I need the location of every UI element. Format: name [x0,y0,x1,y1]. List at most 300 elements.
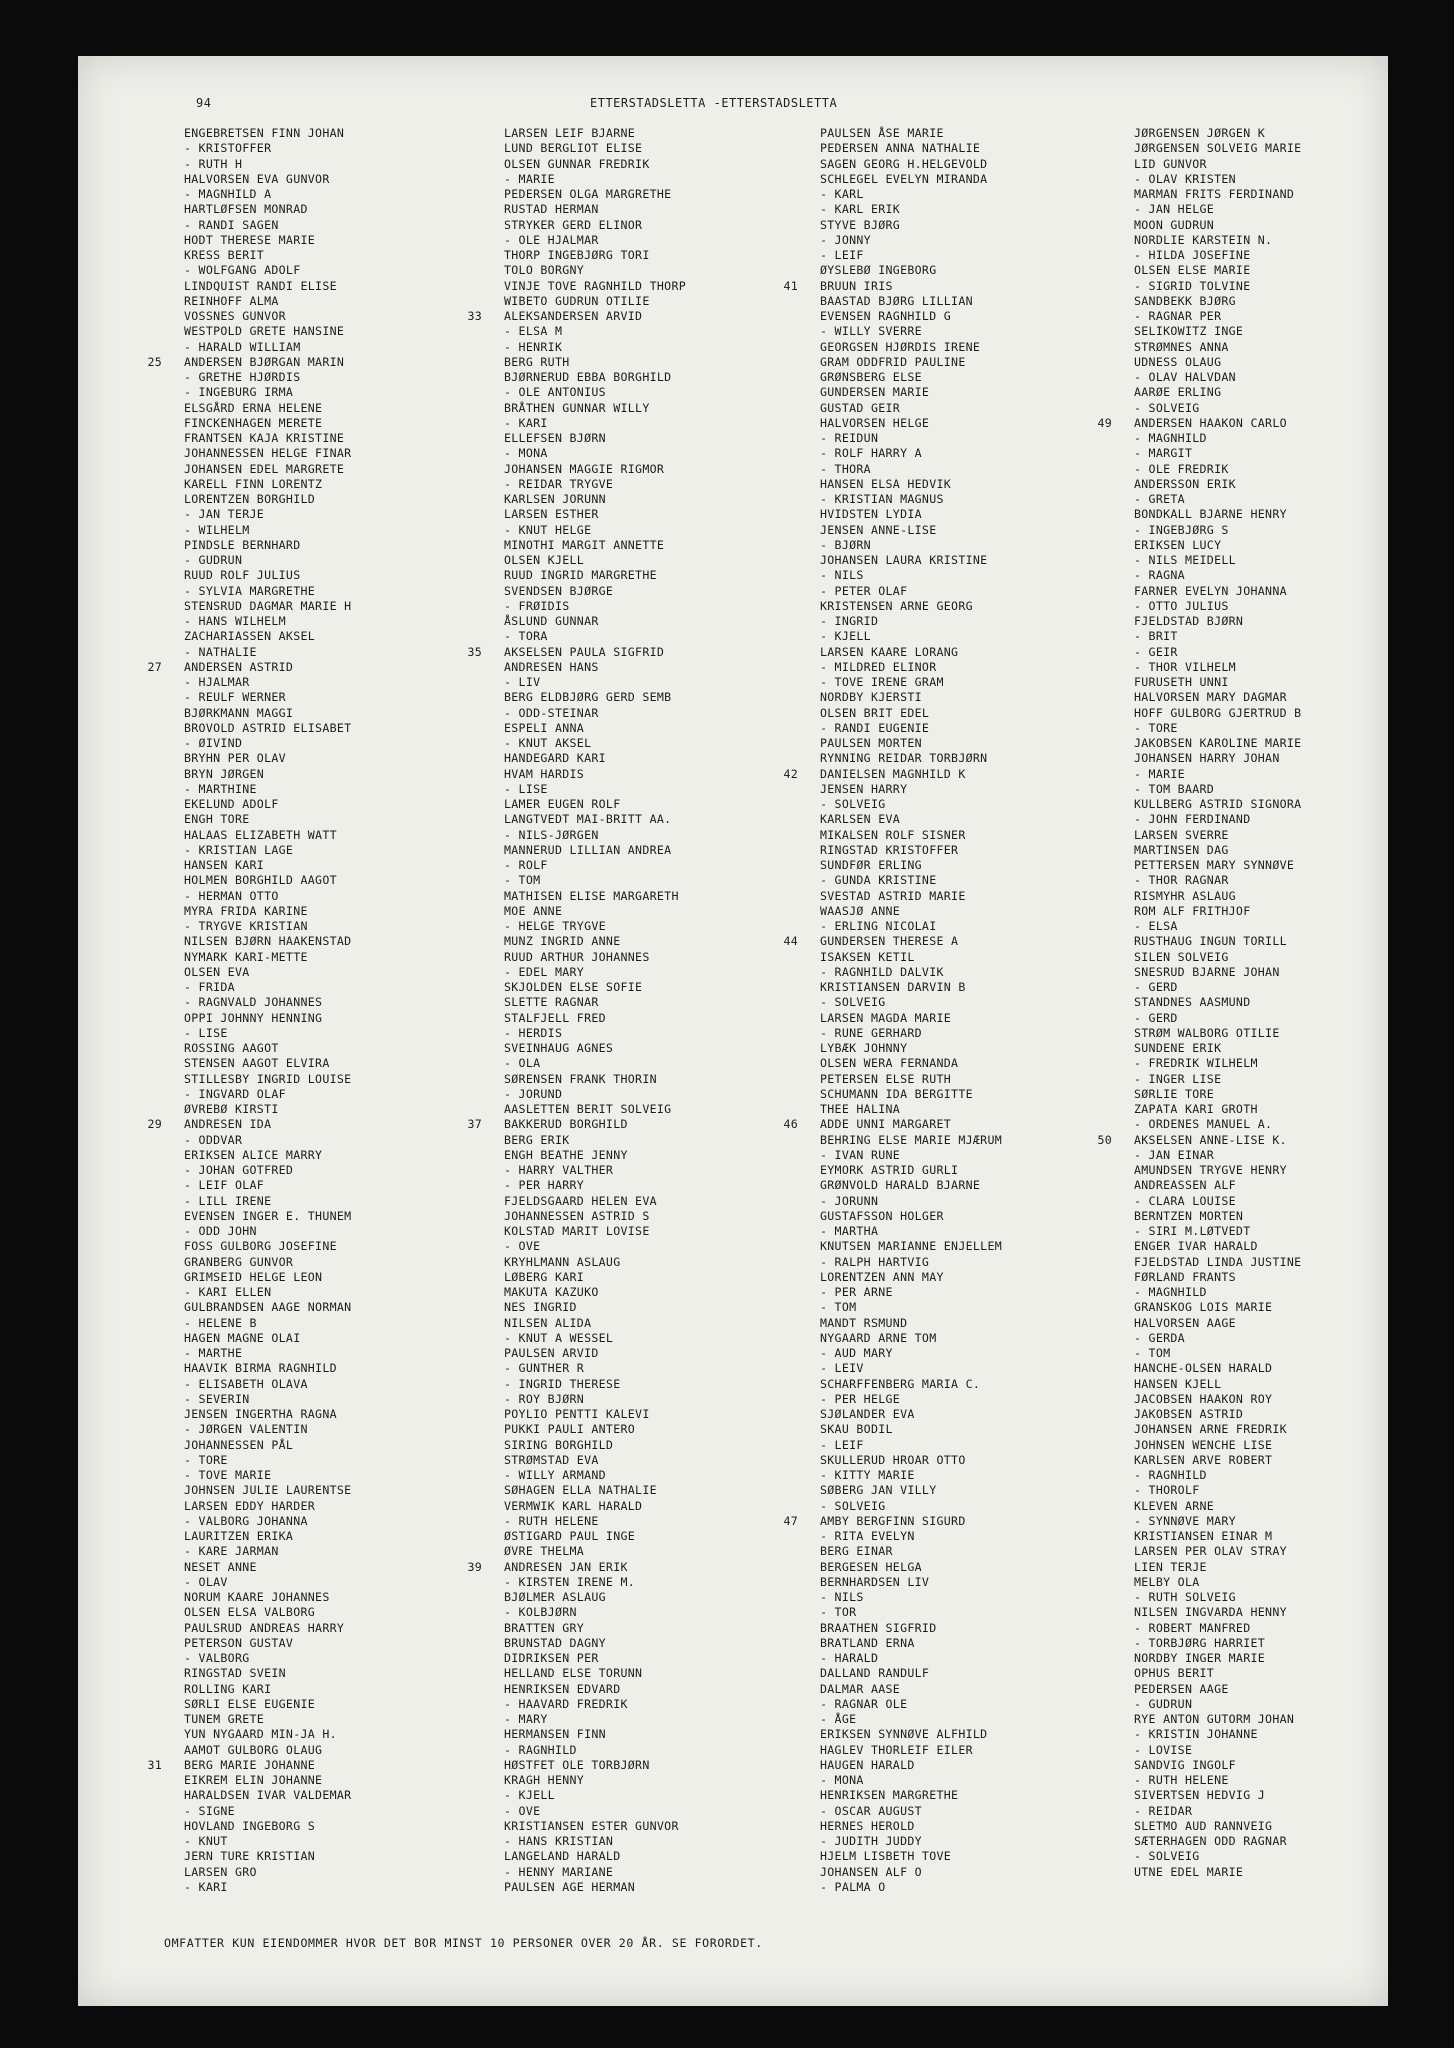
resident-entry [1072,1804,1301,1819]
resident-entry [442,355,686,370]
resident-name: HVAM HARDIS [504,766,585,781]
resident-name: - TORBJØRG HARRIET [1134,1635,1266,1650]
resident-name: - JONNY [820,232,871,247]
resident-name: AMUNDSEN TRYGVE HENRY [1134,1163,1287,1177]
resident-name: ANDERSSON ERIK [1134,476,1236,491]
resident-entry [758,1072,1002,1087]
resident-entry [442,645,686,660]
resident-entry [122,1483,351,1498]
resident-entry [758,1834,1002,1849]
resident-entry [758,248,1002,263]
resident-name: - MARY [504,1712,548,1726]
resident-name: KRESS BERIT [184,248,265,262]
resident-entry [442,1682,686,1697]
resident-entry [1072,1682,1301,1697]
resident-name: LARSEN PER OLAV STRAY [1134,1544,1287,1559]
resident-name: - OSCAR AUGUST [820,1803,922,1818]
resident-entry [442,1148,686,1163]
resident-entry [1072,1270,1301,1285]
resident-entry [758,1819,1002,1834]
resident-entry [442,1300,686,1315]
resident-name: - INGRID THERESE [504,1376,621,1391]
resident-entry [442,843,686,858]
resident-name: NYMARK KARI-METTE [184,949,308,964]
resident-name: SUNDENE ERIK [1134,1041,1222,1055]
resident-name: - KRISTIAN MAGNUS [820,492,944,506]
resident-entry [122,1041,351,1056]
resident-entry [442,446,686,461]
resident-entry [1072,675,1301,690]
resident-name: STRØMNES ANNA [1134,339,1229,354]
resident-name: MINOTHI MARGIT ANNETTE [504,537,665,552]
resident-name: - LEIF OLAF [184,1178,265,1193]
resident-name: - SOLVEIG [1134,400,1200,415]
resident-name: JENSEN HARRY [820,781,908,796]
resident-name: TOLO BORGNY [504,263,585,278]
resident-entry [122,233,351,248]
page-header [78,96,1388,116]
resident-entry [122,1697,351,1712]
resident-name: - TRYGVE KRISTIAN [184,919,308,933]
resident-entry [442,721,686,736]
resident-name: MOON GUDRUN [1134,217,1215,232]
resident-name: LAURITZEN ERIKA [184,1529,294,1543]
resident-name: ANDERSEN BJØRGAN MARIN [184,354,345,369]
house-number: 42 [783,766,798,781]
resident-name: - WOLFGANG ADOLF [184,263,301,278]
resident-entry [442,1102,686,1117]
resident-entry [1072,1865,1301,1880]
resident-entry [442,965,686,980]
resident-name: - KJELL [820,629,871,644]
resident-entry [442,1438,686,1453]
resident-entry [122,1133,351,1148]
resident-entry [758,1026,1002,1041]
resident-name: ZACHARIASSEN AKSEL [184,629,316,644]
resident-entry [758,1560,1002,1575]
resident-entry [758,1727,1002,1742]
resident-entry [442,523,686,538]
resident-entry [442,1560,686,1575]
resident-entry [758,233,1002,248]
resident-name: KARLSEN EVA [820,812,901,827]
resident-entry [442,385,686,400]
resident-entry [442,1514,686,1529]
resident-entry [122,1758,351,1773]
resident-name: - ROY BJØRN [504,1391,585,1406]
resident-name: LORENTZEN BORGHILD [184,492,316,506]
resident-name: - JORUNN [820,1193,879,1208]
resident-name: ØVRE THELMA [504,1544,585,1559]
resident-entry [1072,690,1301,705]
resident-entry [758,1346,1002,1361]
resident-name: - FRØIDIS [504,598,570,613]
resident-name: - BRIT [1134,629,1178,644]
resident-name: - PER ARNE [820,1285,893,1299]
resident-name: GUNDERSEN THERESE A [820,934,959,949]
resident-entry [1072,248,1301,263]
resident-name: - TOM BAARD [1134,781,1215,796]
resident-name: - MAGNHILD A [184,187,272,201]
resident-entry [758,599,1002,614]
resident-entry [122,904,351,919]
resident-name: UTNE EDEL MARIE [1134,1864,1244,1879]
resident-entry [758,294,1002,309]
resident-entry [442,1575,686,1590]
resident-entry [1072,1621,1301,1636]
resident-name: - JAN TERJE [184,507,265,522]
resident-entry [442,1453,686,1468]
resident-name: - PETER OLAF [820,583,908,598]
resident-entry [122,538,351,553]
resident-entry [758,370,1002,385]
resident-entry [758,904,1002,919]
resident-entry [758,614,1002,629]
resident-entry [442,934,686,949]
resident-entry [122,553,351,568]
resident-entry [758,1133,1002,1148]
resident-name: HARTLØFSEN MONRAD [184,202,308,217]
resident-name: ERIKSEN SYNNØVE ALFHILD [820,1727,988,1742]
resident-entry [122,934,351,949]
resident-name: OLSEN BRIT EDEL [820,705,930,720]
resident-name: STENSEN AAGOT ELVIRA [184,1056,330,1071]
resident-name: JOHNSEN WENCHE LISE [1134,1437,1273,1452]
resident-entry [442,416,686,431]
resident-name: JOHANSEN HARRY JOHAN [1134,751,1280,766]
resident-entry [122,1636,351,1651]
resident-entry [758,736,1002,751]
resident-entry [1072,324,1301,339]
resident-name: - MAGNHILD [1134,1285,1207,1299]
resident-entry [442,538,686,553]
resident-entry [1072,1727,1301,1742]
resident-entry [1072,477,1301,492]
resident-entry [758,1148,1002,1163]
resident-entry [442,553,686,568]
resident-entry [442,202,686,217]
resident-name: KARLSEN JORUNN [504,492,606,506]
resident-name: KRISTIANSEN DARVIN B [820,980,966,994]
resident-name: OLSEN KJELL [504,553,585,567]
resident-entry [758,126,1002,141]
resident-entry [1072,507,1301,522]
resident-entry [442,1697,686,1712]
resident-entry [1072,370,1301,385]
resident-name: HERNES HEROLD [820,1818,915,1833]
resident-name: BERNTZEN MORTEN [1134,1208,1244,1223]
resident-name: LINDQUIST RANDI ELISE [184,278,337,293]
resident-name: BJØRNERUD EBBA BORGHILD [504,370,672,384]
resident-entry [122,462,351,477]
resident-name: - RITA EVELYN [820,1529,915,1543]
resident-entry [442,294,686,309]
resident-entry [758,1544,1002,1559]
resident-name: - INGRID [820,614,879,628]
resident-name: - TORE [184,1452,228,1467]
resident-name: OLSEN ELSA VALBORG [184,1605,316,1620]
resident-entry [442,218,686,233]
resident-name: - THOROLF [1134,1483,1200,1498]
resident-entry [122,1011,351,1026]
resident-name: LARSEN SVERRE [1134,827,1229,842]
resident-name: NILSEN ALIDA [504,1315,592,1330]
resident-entry [758,1636,1002,1651]
resident-name: KLEVEN ARNE [1134,1498,1215,1513]
resident-name: MUNZ INGRID ANNE [504,934,621,949]
resident-name: ROLLING KARI [184,1681,272,1696]
resident-entry [758,309,1002,324]
resident-entry [122,1590,351,1605]
resident-name: LUND BERGLIOT ELISE [504,141,643,156]
resident-name: MIKALSEN ROLF SISNER [820,827,966,842]
resident-name: HOVLAND INGEBORG S [184,1818,316,1833]
resident-entry [442,1758,686,1773]
resident-entry [122,1331,351,1346]
resident-entry [1072,1529,1301,1544]
resident-name: MYRA FRIDA KARINE [184,903,308,918]
resident-name: SANDVIG INGOLF [1134,1757,1236,1772]
resident-name: - KRISTIN JOHANNE [1134,1727,1258,1742]
resident-entry [758,1407,1002,1422]
resident-name: BRUNSTAD DAGNY [504,1635,606,1650]
resident-name: HANCHE-OLSEN HARALD [1134,1361,1273,1376]
resident-entry [758,950,1002,965]
resident-name: EVENSEN INGER E. THUNEM [184,1208,352,1223]
resident-name: SUNDFØR ERLING [820,858,922,872]
resident-entry [122,141,351,156]
resident-name: HVIDSTEN LYDIA [820,507,922,522]
resident-name: KRISTENSEN ARNE GEORG [820,598,973,613]
resident-name: BRYHN PER OLAV [184,751,286,766]
resident-name: UDNESS OLAUG [1134,354,1222,369]
resident-entry [758,1651,1002,1666]
resident-entry [122,889,351,904]
resident-name: JENSEN INGERTHA RAGNA [184,1407,337,1421]
house-number: 41 [783,278,798,293]
resident-entry [442,126,686,141]
resident-name: MANDT RSMUND [820,1315,908,1330]
resident-entry [1072,1819,1301,1834]
resident-name: - INGVARD OLAF [184,1086,286,1101]
resident-entry [122,645,351,660]
resident-entry [758,965,1002,980]
resident-entry [442,1849,686,1864]
resident-name: - GRETHE HJØRDIS [184,370,301,384]
resident-entry [758,1316,1002,1331]
resident-name: - GEIR [1134,644,1178,659]
resident-entry [122,797,351,812]
resident-name: HAGLEV THORLEIF EILER [820,1742,973,1757]
resident-entry [1072,1590,1301,1605]
resident-entry [442,1163,686,1178]
resident-entry [442,858,686,873]
resident-entry [122,980,351,995]
resident-entry [122,1544,351,1559]
house-number: 33 [467,309,482,323]
resident-entry [758,934,1002,949]
resident-name: - MARTHA [820,1224,879,1238]
resident-entry [442,736,686,751]
resident-name: - INGEBJØRG S [1134,522,1229,537]
resident-name: ROM ALF FRITHJOF [1134,903,1251,918]
resident-entry [122,1804,351,1819]
resident-entry [122,675,351,690]
resident-name: BRAATHEN SIGFRID [820,1620,937,1635]
resident-entry [758,1788,1002,1803]
resident-name: ELLEFSEN BJØRN [504,431,606,445]
resident-name: OLSEN GUNNAR FREDRIK [504,156,650,171]
resident-entry [122,1682,351,1697]
resident-name: LORENTZEN ANN MAY [820,1269,944,1284]
resident-entry [758,690,1002,705]
resident-entry [1072,1697,1301,1712]
resident-name: ANDERSEN ASTRID [184,659,294,674]
resident-entry [758,767,1002,782]
resident-name: SLETTE RAGNAR [504,995,599,1010]
resident-entry [758,1422,1002,1437]
resident-name: - CLARA LOUISE [1134,1193,1236,1208]
resident-name: SCHUMANN IDA BERGITTE [820,1086,973,1101]
resident-entry [122,1727,351,1742]
resident-entry [1072,629,1301,644]
house-number: 37 [467,1117,482,1132]
resident-name: - TORA [504,629,548,644]
resident-entry [122,202,351,217]
resident-entry [122,1666,351,1681]
resident-entry [758,553,1002,568]
resident-name: - HJALMAR [184,675,250,689]
resident-name: VERMWIK KARL HARALD [504,1498,643,1513]
house-number: 27 [147,659,162,674]
resident-name: - HELGE TRYGVE [504,919,606,933]
resident-entry [442,1255,686,1270]
resident-name: SANDBEKK BJØRG [1134,293,1236,308]
resident-entry [442,1483,686,1498]
resident-entry [758,1117,1002,1132]
resident-entry [122,1849,351,1864]
resident-name: NESET ANNE [184,1559,257,1574]
resident-name: - HILDA JOSEFINE [1134,248,1251,262]
resident-entry [122,1834,351,1849]
resident-entry [122,401,351,416]
resident-entry [758,1255,1002,1270]
resident-name: ANDREASSEN ALF [1134,1178,1236,1193]
resident-name: - FRIDA [184,980,235,994]
resident-entry [442,1773,686,1788]
resident-entry [758,446,1002,461]
resident-entry [1072,1239,1301,1254]
resident-name: - OLAV KRISTEN [1134,171,1236,186]
resident-name: BERG ERIK [504,1132,570,1147]
resident-name: RUSTAD HERMAN [504,202,599,217]
resident-entry [442,279,686,294]
resident-entry [122,1407,351,1422]
resident-entry [122,690,351,705]
resident-entry [758,172,1002,187]
resident-name: - KARE JARMAN [184,1544,279,1559]
resident-entry [122,1148,351,1163]
resident-name: HARALDSEN IVAR VALDEMAR [184,1788,352,1803]
resident-name: - SOLVEIG [820,995,886,1010]
resident-name: MOE ANNE [504,903,563,918]
resident-entry [122,1605,351,1620]
resident-name: FARNER EVELYN JOHANNA [1134,583,1287,598]
resident-name: BJØLMER ASLAUG [504,1590,606,1604]
resident-entry [122,1285,351,1300]
resident-name: SJØLANDER EVA [820,1407,915,1421]
resident-entry [758,660,1002,675]
resident-name: - OLAV [184,1574,228,1589]
resident-name: RYE ANTON GUTORM JOHAN [1134,1712,1295,1726]
resident-name: - OLE FREDRIK [1134,461,1229,476]
resident-entry [442,812,686,827]
resident-name: HENRIKSEN MARGRETHE [820,1788,959,1803]
resident-name: JOHANSEN ALF O [820,1864,922,1879]
resident-entry [442,675,686,690]
resident-name: LIEN TERJE [1134,1559,1207,1574]
resident-name: - GUNTHER R [504,1361,585,1376]
resident-entry [1072,919,1301,934]
resident-name: - ROLF [504,858,548,872]
resident-name: SIVERTSEN HEDVIG J [1134,1788,1266,1803]
resident-name: THEE HALINA [820,1102,901,1116]
resident-entry [1072,1560,1301,1575]
resident-name: GUSTAD GEIR [820,400,901,415]
resident-name: FØRLAND FRANTS [1134,1269,1236,1284]
resident-entry [758,1438,1002,1453]
resident-name: - ELSA M [504,324,563,339]
resident-name: PUKKI PAULI ANTERO [504,1422,636,1437]
resident-entry [758,1758,1002,1773]
resident-entry [442,1270,686,1285]
resident-entry [1072,1163,1301,1178]
resident-name: - HENRIK [504,339,563,354]
resident-name: - RUTH HELENE [1134,1773,1229,1787]
resident-entry [758,1178,1002,1193]
resident-name: MARMAN FRITS FERDINAND [1134,187,1295,201]
resident-name: BERG EINAR [820,1544,893,1559]
resident-entry [442,690,686,705]
resident-entry [758,1712,1002,1727]
resident-name: HERMANSEN FINN [504,1727,606,1742]
resident-entry [122,1270,351,1285]
resident-entry [442,568,686,583]
resident-name: - SYNNØVE MARY [1134,1513,1236,1528]
resident-name: GRANSKOG LOIS MARIE [1134,1300,1273,1315]
resident-entry [1072,1117,1301,1132]
resident-name: - WILLY SVERRE [820,324,922,339]
resident-entry [122,309,351,324]
resident-entry [758,721,1002,736]
resident-name: - MARTHINE [184,781,257,796]
resident-name: JACOBSEN HAAKON ROY [1134,1391,1273,1406]
resident-name: JOHANSEN MAGGIE RIGMOR [504,461,665,476]
resident-name: - WILHELM [184,522,250,537]
resident-name: KARELL FINN LORENTZ [184,476,323,491]
resident-entry [758,1865,1002,1880]
resident-name: WAASJØ ANNE [820,903,901,918]
resident-name: - JØRGEN VALENTIN [184,1422,308,1437]
resident-entry [1072,1072,1301,1087]
resident-entry [758,1392,1002,1407]
resident-entry [442,1117,686,1132]
resident-name: - JUDITH JUDDY [820,1834,922,1848]
resident-name: BERGESEN HELGA [820,1559,922,1574]
resident-name: - MARTHE [184,1346,243,1360]
resident-name: - RANDI SAGEN [184,217,279,232]
resident-name: - SEVERIN [184,1391,250,1406]
